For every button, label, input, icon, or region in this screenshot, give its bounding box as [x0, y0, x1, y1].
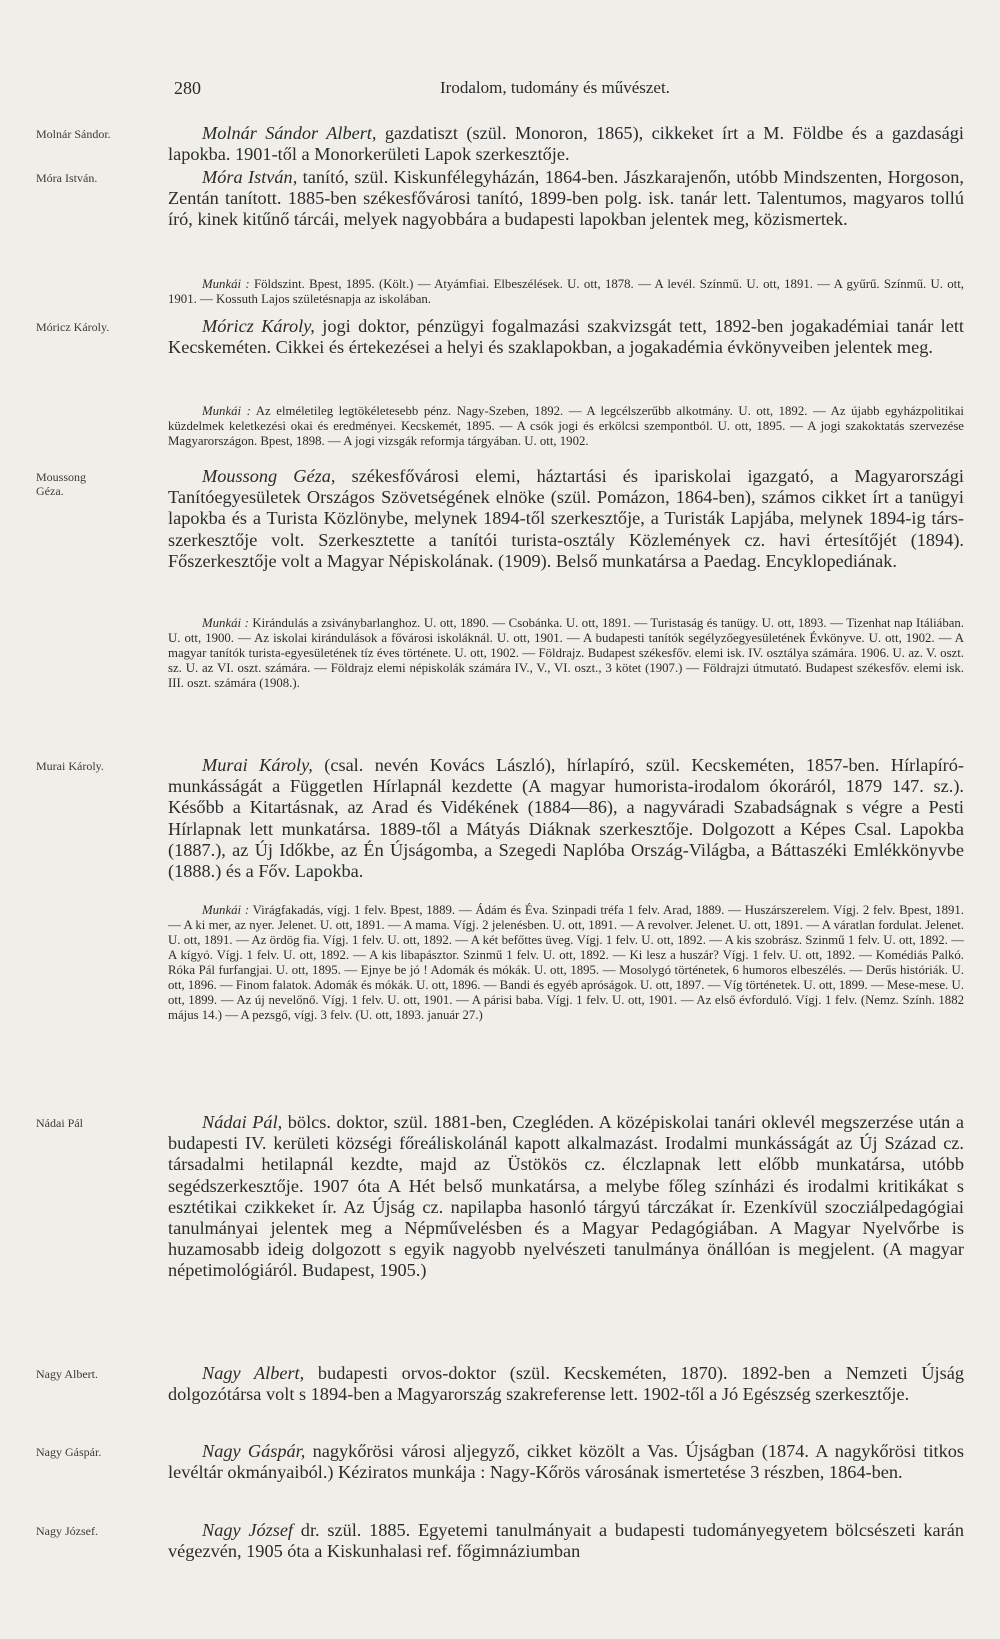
entry-body: gazdatiszt (szül. Monoron, 1865), cikkeket írt a M. Földbe és a gazdasági lapokba. 1901-től a Monorkerületi Lapok szerkesztője.	[168, 123, 964, 165]
entry-body: (csal. nevén Kovács László), hírlapíró, szül. Kecskeméten, 1857-ben. Hírlapíró-munkásságát a Független Hírlapnál kezdette (A magyar humorista-irodalom ókoráról, 1879 147. sz.). Később a Kitartásnak, az Arad és Vidékének (1884—86), a nagyváradi Szabadságnak s végre a Pesti Hírlapnak lett munkatársa. 1889-től a Mátyás Diáknak szerkesztője. Dolgozott a Képes Csal. Lapokba (1887.), az Új Időkbe, az Én Újságomba, a Szegedi Naplóba Ország-Világba, a Báttaszéki Emlékkönyvbe (1888.) és a Főv. Lapokba.	[168, 755, 964, 882]
margin-name: Murai Károly.	[36, 759, 104, 773]
works-text: Kirándulás a zsiványbarlanghoz. U. ott, 1890. — Csobánka. U. ott, 1891. — Turistaság és tanügy. U. ott, 1893. — Tizenhat nap Itáliában. U. ott, 1900. — Az iskolai kirándulások a fővárosi iskoláknál. U. ott, 1901. — A budapesti tanítók segélyzőegyesületének Évkönyve. U. ott, 1902. — A magyar tanítók turista-egyesületének tíz éves története. U. ott, 1902. — Földrajz. Budapest székesfőv. elemi isk. IV. osztálya számára. 1906. U. az. V. oszt. sz. U. az VI. oszt. számára. — Földrajz elemi népiskolák számára IV., V., VI. oszt., 3 kötet (1907.) — Földrajzi útmutató. Budapest székesfőv. elemi isk. III. oszt. számára (1908.).	[168, 616, 964, 690]
works-label: Munkái :	[202, 903, 250, 917]
margin-name: Moussong Géza.	[36, 470, 87, 498]
works-label: Munkái :	[202, 616, 249, 630]
entry-text	[168, 466, 964, 572]
entry-lead-name: Murai Károly,	[202, 755, 313, 775]
works-list	[168, 277, 964, 307]
entry-text	[168, 123, 964, 165]
entry-lead-name: Moussong Géza,	[202, 466, 336, 486]
entry-lead-name: Móra István,	[202, 167, 298, 187]
entry-body: nagykőrösi városi aljegyző, cikket közölt a Vas. Újságban (1874. A nagykőrösi titkos levéltár okmányaiból.) Kéziratos munkája : Nagy-Kőrös városának ismertetése 3 részben, 1864-ben.	[168, 1441, 965, 1483]
works-label: Munkái :	[202, 404, 251, 418]
margin-name: Nagy Albert.	[36, 1367, 98, 1381]
works-label: Munkái :	[202, 277, 250, 291]
running-title: Irodalom, tudomány és művészet.	[440, 78, 670, 97]
works-text: Az elméletileg legtökéletesebb pénz. Nagy-Szeben, 1892. — A legcélszerűbb alkotmány. U. ott, 1892. — Az újabb egyházpolitikai küzdelmek keletkezési okai és eredményei. Kecskemét, 1895. — A csók jogi és erkölcsi szempontból. U. ott, 1895. — A jogi szakoktatás szervezése Magyarországon. Bpest, 1898. — A jogi vizsgák reformja tárgyában. U. ott, 1902.	[168, 404, 964, 448]
entry-lead-name: Nagy József	[202, 1520, 294, 1540]
entry-body: dr. szül. 1885. Egyetemi tanulmányait a budapesti tudományegyetem bölcsészeti karán végezvén, 1905 óta a Kiskunhalasi ref. főgimnáziumban	[168, 1520, 965, 1562]
entry-lead-name: Móricz Károly,	[202, 316, 315, 336]
entry-text	[168, 1112, 964, 1282]
margin-name: Móricz Károly.	[36, 320, 110, 334]
margin-name: Molnár Sándor.	[36, 127, 111, 141]
page-number: 280	[174, 78, 201, 98]
entry-body: bölcs. doktor, szül. 1881-ben, Czegléden. A középiskolai tanári oklevél megszerzése után a budapesti IV. kerületi községi főreáliskolánál kapott alkalmazást. Irodalmi munkásságát az Új Század cz. társadalmi hetilapnál kezdte, majd az Üstökös cz. élczlapnak lett előbb munkatársa, utóbb segédszerkesztője. 1907 óta A Hét belső munkatársa, a melybe főleg színházi és irodalmi kritikákat s esztétikai czikkeket ír. Az Újság cz. napilapba hasonló tárgyú tárczákat ír. Ezenkívül szocziálpedagógiai tanulmányai jelentek meg a Népművelésben és a Magyar Pedagógiában. A Magyar Nyelvőrbe is huzamosabb ideig dolgozott s egyik nagyobb nyelvészeti tanulmánya önállóan is megjelent. (A magyar népetimológiáról. Budapest, 1905.)	[168, 1112, 964, 1281]
margin-name: Móra István.	[36, 171, 98, 185]
entry-body: tanító, szül. Kiskunfélegyházán, 1864-ben. Jászkarajenőn, utóbb Mindszenten, Horgoson, Zentán tanított. 1885-ben székesfővárosi tanító, 1899-ben polg. isk. tanár lett. Talentumos, magyaros tollú író, kinek kitűnő tárcái, melyek nagyobbára a budapesti lapokban jelentek meg, közismertek.	[168, 167, 964, 230]
entry-body: budapesti orvos-doktor (szül. Kecskeméten, 1870). 1892-ben a Nemzeti Újság dolgozótársa volt s 1894-ben a Magyarország szakreferense lett. 1902-től a Jó Egészség szerkesztője.	[168, 1363, 964, 1405]
entry-body: jogi doktor, pénzügyi fogalmazási szakvizsgát tett, 1892-ben jogakadémiai tanár lett Kecskeméten. Cikkei és értekezései a helyi és szaklapokban, a jogakadémia évkönyveiben jelentek meg.	[168, 316, 964, 358]
margin-name: Nádai Pál	[36, 1116, 83, 1130]
entry-lead-name: Nagy Albert,	[202, 1363, 305, 1383]
margin-name: Nagy József.	[36, 1524, 98, 1538]
works-list	[168, 903, 964, 1023]
entry-text	[168, 1441, 964, 1483]
entry-lead-name: Nádai Pál,	[202, 1112, 283, 1132]
entry-text	[168, 1363, 964, 1405]
entry-text	[168, 167, 964, 231]
entry-text	[168, 316, 964, 358]
entry-text	[168, 755, 964, 882]
entry-lead-name: Nagy Gáspár,	[202, 1441, 306, 1461]
works-list	[168, 404, 964, 449]
works-text: Földszint. Bpest, 1895. (Költ.) — Atyámfiai. Elbeszélések. U. ott, 1878. — A levél. Színmű. U. ott, 1891. — A gyűrű. Színmű. U. ott, 1901. — Kossuth Lajos születésnapja az iskolában.	[168, 277, 964, 306]
page-header	[0, 78, 1000, 104]
entry-lead-name: Molnár Sándor Albert,	[202, 123, 377, 143]
entry-text	[168, 1520, 964, 1562]
entry-body: székesfővárosi elemi, háztartási és ipariskolai igazgató, a Magyarországi Tanítóegyesületek Országos Szövetségének elnöke (szül. Pomázon, 1864-ben), számos cikket írt a tanügyi lapokba és a Turista Közlönybe, melynek 1894-től szerkesztője, a Turisták Lapjába, melynek 1894-ig társ-szerkesztője volt. Szerkesztette a tanítói turista-osztály Közlemények cz. havi értesítőjét (1894). Főszerkesztője volt a Magyar Népiskolának. (1909). Belső munkatársa a Paedag. Encyklopediának.	[168, 466, 964, 571]
margin-name: Nagy Gáspár.	[36, 1445, 102, 1459]
works-list	[168, 616, 964, 691]
works-text: Virágfakadás, vígj. 1 felv. Bpest, 1889. — Ádám és Éva. Szinpadi tréfa 1 felv. Arad, 1889. — Huszárszerelem. Vígj. 2 felv. Bpest, 1891. — A ki mer, az nyer. Jelenet. U. ott, 1891. — A mama. Vígj. 2 jelenésben. U. ott, 1891. — A revolver. Jelenet. U. ott, 1891. — A váratlan fordulat. Jelenet. U. ott, 1891. — Az ördög fia. Vígj. 1 felv. U. ott, 1892. — A két befőttes üveg. Vígj. 1 felv. U. ott, 1892. — A kis szobrász. Szinmű 1 felv. U. ott, 1892. — A kígyó. Vígj. 1 felv. U. ott, 1892. — A kis libapásztor. Szinmű 1 felv. U. ott, 1892. — Ki lesz a huszár? Vígj. 1 felv. U. ott, 1892. — Komédiás Palkó. Róka Pál furfangjai. U. ott, 1895. — Ejnye be jó ! Adomák és mókák. U. ott, 1895. — Mosolygó történetek, 6 humoros elbeszélés. — Derűs históriák. U. ott, 1896. — Finom falatok. Adomák és mókák. U. ott, 1896. — Bandi és egyéb apróságok. U. ott, 1897. — Víg történetek. U. ott, 1899. — Mese-mese. U. ott, 1899. — Az új nevelőnő. Vígj. 1 felv. U. ott, 1901. — A párisi baba. Vígj. 1 felv. U. ott, 1901. — Az első évforduló. Vígj. 1 felv. (Nemz. Szính. 1882 május 14.) — A pezsgő, vígj. 3 felv. (U. ott, 1893. január 27.)	[168, 903, 964, 1022]
